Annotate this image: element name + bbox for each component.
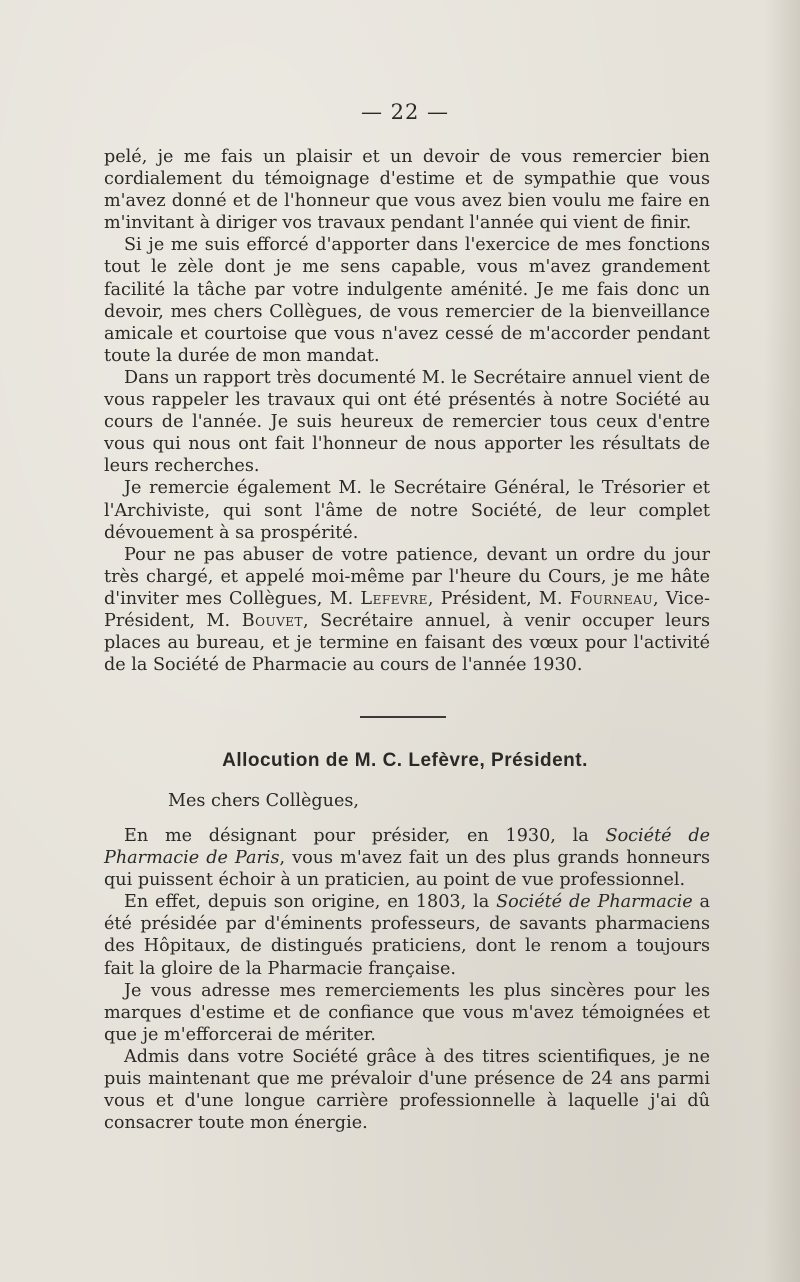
paragraph: Je vous adresse mes remerciements les plus sincères pour les marques d'estime et de confiance que vous m'avez témoignées et que je m'efforcerai de mériter. (104, 980, 710, 1045)
page-edge-shadow (764, 0, 800, 1282)
paragraph: Je remercie également M. le Secrétaire Général, le Trésorier et l'Archiviste, qui sont l'âme de notre Société, de leur complet dévouement à sa prospérité. (104, 478, 710, 543)
paragraph: En effet, depuis son origine, en 1803, la Société de Pharmacie a été présidée par d'éminents professeurs, de savants pharmaciens des Hôpitaux, de distingués praticiens, dont le renom a toujours fait la gloire de la Pharmacie française. (104, 892, 710, 979)
section-heading: Allocution de M. C. Lefèvre, Président. (222, 750, 588, 771)
paragraph: Dans un rapport très documenté M. le Secrétaire annuel vient de vous rappeler les travaux qui ont été présentés à notre Société au cours de l'année. Je suis heureux de remercier tous ceux d'entre vous qui nous ont fait l'honneur de nous apporter les résultats de leurs recherches. (104, 367, 710, 477)
society-name: Société de Pharmacie de Paris (104, 826, 710, 869)
page-number: — 22 — (360, 100, 450, 124)
section-divider (360, 716, 446, 718)
salutation: Mes chers Collègues, (168, 791, 360, 811)
person-name: Fourneau (569, 588, 653, 609)
person-name: Bouvet (241, 610, 304, 631)
paragraph: Si je me suis efforcé d'apporter dans l'exercice de mes fonctions tout le zèle dont je me sens capable, vous m'avez grandement facilité la tâche par votre indulgente aménité. Je me fais donc un devoir, mes chers Collègues, de vous remercier de la bienveillance amicale et courtoise que vous n'avez cessé de m'accorder pendant toute la durée de mon mandat. (104, 235, 710, 366)
society-name: Société de Pharmacie (496, 892, 693, 913)
paragraph: Admis dans votre Société grâce à des titres scientifiques, je ne puis maintenant que me prévaloir d'une présence de 24 ans parmi vous et d'une longue carrière professionnelle à laquelle j'ai dû consacrer toute mon énergie. (104, 1046, 710, 1134)
body-text-speech (104, 825, 710, 1134)
paragraph-closing: Pour ne pas abuser de votre patience, devant un ordre du jour très chargé, et appelé moi-même par l'heure du Cours, je me hâte d'inviter mes Collègues, M. Lefevre, Président, M. Fourneau, Vice-Président, M. Bouvet, Secrétaire annuel, à venir occuper leurs places au bureau, et je termine en faisant des vœux pour l'activité de la Société de Pharmacie au cours de l'année 1930. (104, 544, 711, 676)
person-name: Lefevre (360, 588, 428, 609)
paragraph-continued: pelé, je me fais un plaisir et un devoir de vous remercier bien cordialement du témoignage d'estime et de sympathie que vous m'avez donné et de l'honneur que vous avez bien voulu me faire en m'invitant à diriger vos travaux pendant l'année qui vient de finir. (104, 147, 710, 234)
body-text-before-speech (104, 146, 710, 676)
paragraph: En me désignant pour présider, en 1930, la Société de Pharmacie de Paris, vous m'avez fait un des plus grands honneurs qui puissent échoir à un praticien, au point de vue professionnel. (104, 826, 710, 891)
